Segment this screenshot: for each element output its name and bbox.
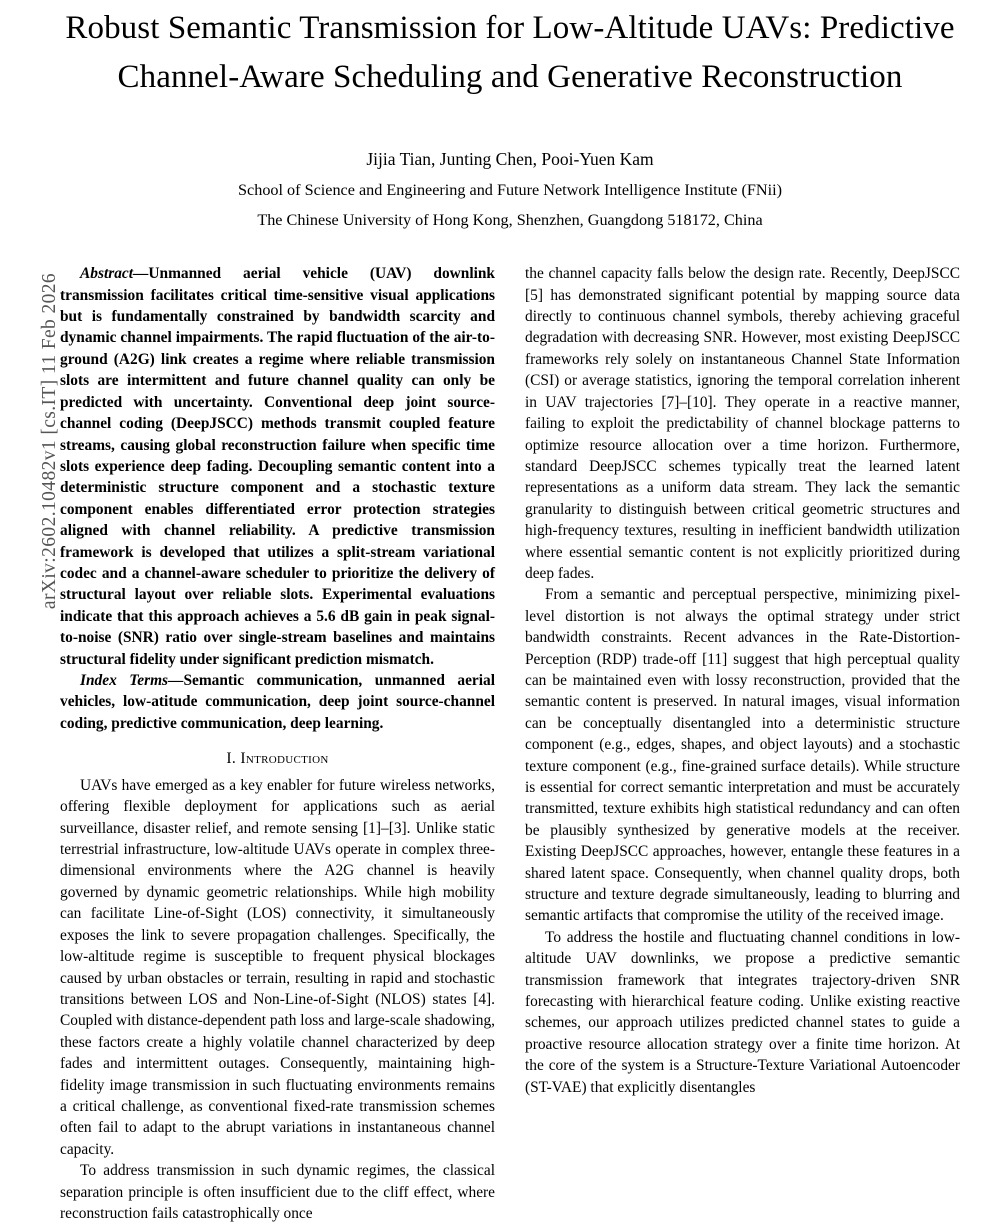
section-heading-introduction bbox=[60, 748, 495, 770]
arxiv-identifier-stamp: arXiv:2602.10482v1 [cs.IT] 11 Feb 2026 bbox=[39, 272, 60, 610]
section-number: I. bbox=[226, 750, 237, 768]
abstract-paragraph bbox=[60, 263, 495, 670]
page-title: Robust Semantic Transmission for Low-Altitude UAVs: Predictive Channel-Aware Scheduling and Generative Reconstruction bbox=[65, 10, 955, 95]
paragraph: the channel capacity falls below the design rate. Recently, DeepJSCC [5] has demonstrated significant potential by mapping source data directly to continuous channel symbols, thereby achieving graceful degradation with decreasing SNR. However, most existing DeepJSCC frameworks rely solely on instantaneous Channel State Information (CSI) or average statistics, ignoring the temporal correlation inherent in UAV trajectories [7]–[10]. They operate in a reactive manner, failing to exploit the predictability of channel blockage patterns to optimize resource allocation over a time horizon. Furthermore, standard DeepJSCC schemes typically treat the learned latent representations as a uniform data stream. They lack the semantic granularity to distinguish between critical geometric structures and high-frequency textures, resulting in inefficient bandwidth utilization where essential semantic content is not explicitly prioritized during deep fades. bbox=[525, 265, 960, 582]
paragraph: To address transmission in such dynamic regimes, the classical separation principle is often insufficient due to the cliff effect, where reconstruction fails catastrophically once bbox=[60, 1162, 495, 1222]
abstract-label: Abstract— bbox=[80, 265, 149, 283]
right-column bbox=[525, 263, 960, 1224]
section-title: Introduction bbox=[240, 750, 329, 768]
author-list: Jijia Tian, Junting Chen, Pooi-Yuen Kam bbox=[366, 148, 654, 169]
abstract-text: Unmanned aerial vehicle (UAV) downlink transmission facilitates critical time-sensitive visual applications but is fundamentally constrained by bandwidth scarcity and dynamic channel impairments. The rapid fluctuation of the air-to-ground (A2G) link creates a regime where reliable transmission slots are intermittent and future channel quality can only be predicted with uncertainty. Conventional deep joint source-channel coding (DeepJSCC) methods transmit coupled feature streams, causing global reconstruction failure when specific time slots experience deep fading. Decoupling semantic content into a deterministic structure component and a stochastic texture component enables differentiated error protection strategies aligned with channel reliability. A predictive transmission framework is developed that utilizes a split-stream variational codec and a channel-aware scheduler to prioritize the delivery of structural layout over reliable slots. Experimental evaluations indicate that this approach achieves a 5.6 dB gain in peak signal-to-noise (SNR) ratio over single-stream baselines and maintains structural fidelity under significant prediction mismatch. bbox=[60, 265, 495, 668]
index-terms-text: Semantic communication, unmanned aerial vehicles, low-atitude communication, deep joint source-channel coding, predictive communication, deep learning. bbox=[60, 671, 495, 732]
affiliation-line-1: School of Science and Engineering and Future Network Intelligence Institute (FNii) bbox=[238, 180, 782, 199]
index-terms-paragraph bbox=[60, 670, 495, 734]
paragraph: From a semantic and perceptual perspective, minimizing pixel-level distortion is not always the optimal strategy under strict bandwidth constraints. Recent advances in the Rate-Distortion-Perception (RDP) trade-off [11] suggest that high perceptual quality can be maintained even with lossy reconstruction, provided that the semantic content is preserved. In natural images, visual information can be conceptually disentangled into a deterministic structure component (e.g., edges, shapes, and object layouts) and a stochastic texture component (e.g., fine-grained surface details). While structure is essential for correct semantic interpretation and must be accurately transmitted, texture exhibits high statistical redundancy and can often be plausibly synthesized by generative models at the receiver. Existing DeepJSCC approaches, however, entangle these features in a shared latent space. Consequently, when channel quality drops, both structure and texture degrade simultaneously, leading to blurring and semantic artifacts that compromise the utility of the received image. bbox=[525, 586, 960, 925]
paragraph: UAVs have emerged as a key enabler for future wireless networks, offering flexible deployment for applications such as aerial surveillance, disaster relief, and remote sensing [1]–[3]. Unlike static terrestrial infrastructure, low-altitude UAVs operate in complex three-dimensional environments where the A2G channel is heavily governed by dynamic geometric relationships. While high mobility can facilitate Line-of-Sight (LOS) connectivity, it simultaneously exposes the link to severe propagation challenges. Specifically, the low-altitude regime is susceptible to frequent physical blockages caused by urban obstacles or terrain, resulting in rapid and stochastic transitions between LOS and Non-Line-of-Sight (NLOS) states [4]. Coupled with distance-dependent path loss and large-scale shadowing, these factors create a highly volatile channel characterized by deep fades and intermittent outages. Consequently, maintaining high-fidelity image transmission in such fluctuating environments remains a critical challenge, as conventional fixed-rate transmission schemes often fail to adapt to the abrupt variations in instantaneous channel capacity. bbox=[60, 776, 495, 1158]
left-column bbox=[60, 263, 495, 1224]
two-column-body bbox=[60, 263, 960, 1224]
paragraph: To address the hostile and fluctuating channel conditions in low-altitude UAV downlinks, we propose a predictive semantic transmission framework that integrates trajectory-driven SNR forecasting with hierarchical feature coding. Unlike existing reactive schemes, our approach utilizes predicted channel states to guide a proactive resource allocation strategy over a finite time horizon. At the core of the system is a Structure-Texture Variational Autoencoder (ST-VAE) that explicitly disentangles bbox=[525, 928, 960, 1096]
index-terms-label: Index Terms— bbox=[80, 671, 184, 689]
paper-content bbox=[60, 0, 960, 1224]
affiliation-line-2: The Chinese University of Hong Kong, Shenzhen, Guangdong 518172, China bbox=[257, 211, 763, 230]
